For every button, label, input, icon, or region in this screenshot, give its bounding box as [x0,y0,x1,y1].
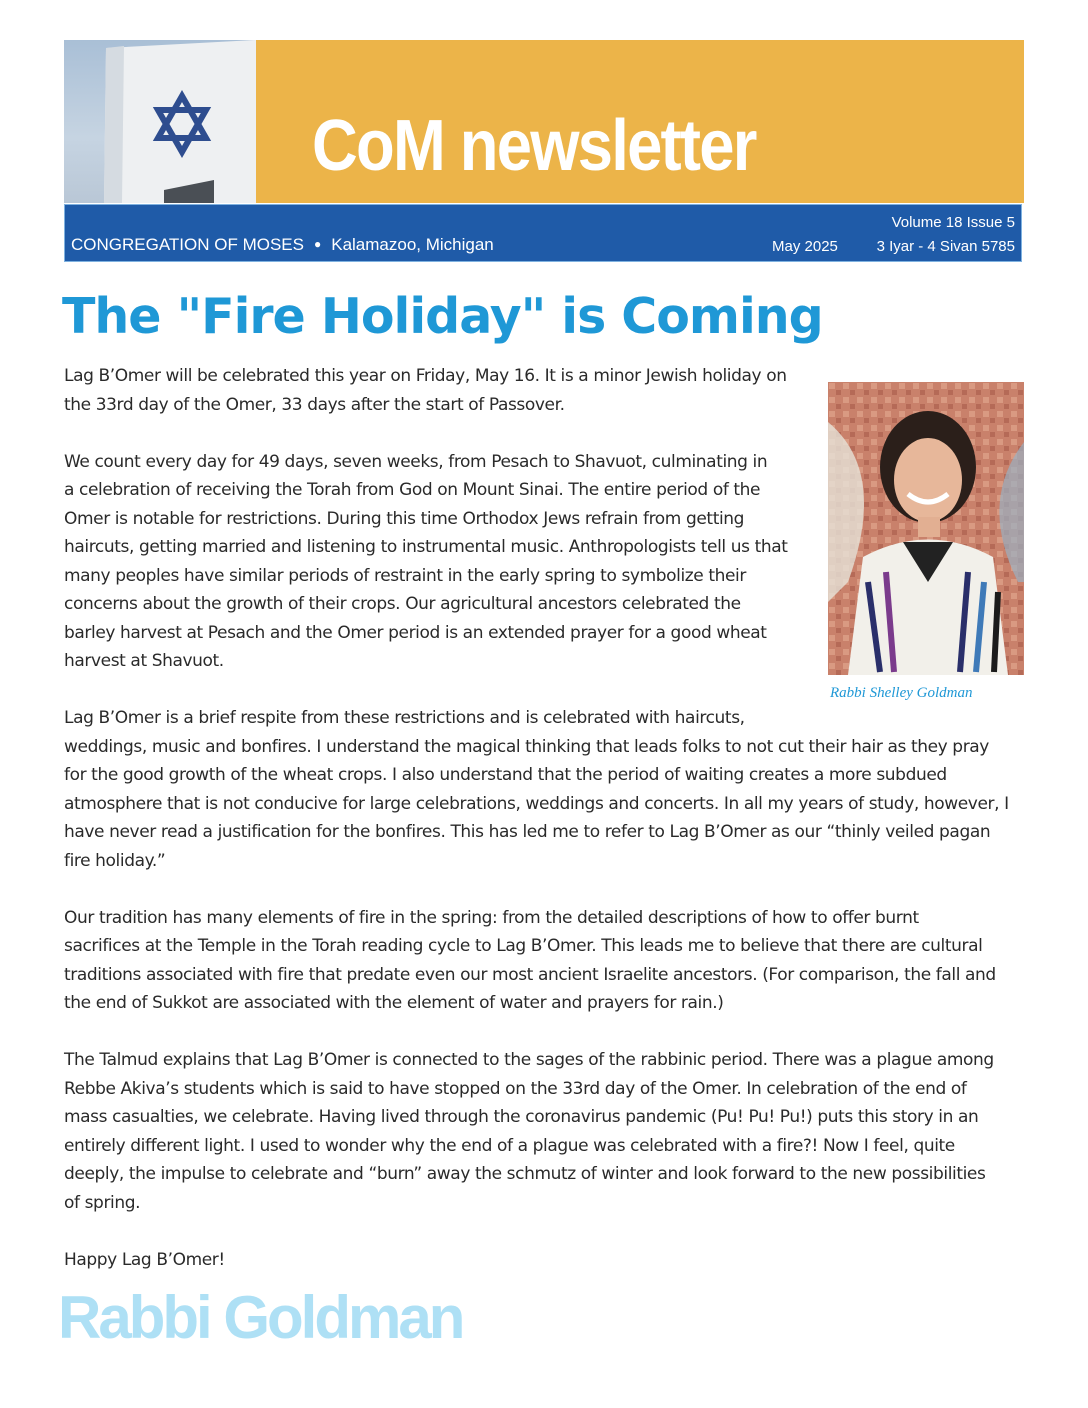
text-line: atmosphere that is not conducive for large celebrations, weddings and concerts. In all my years of study, however, I [64,793,1009,814]
synagogue-photo [64,40,256,203]
paragraph-gap [64,419,1024,448]
hebrew-date: 3 Iyar - 4 Sivan 5785 [876,238,1015,255]
text-line: Lag B’Omer will be celebrated this year on Friday, May 16. It is a minor Jewish holiday on [64,366,787,386]
article-body [64,362,1024,1274]
paragraph [64,448,1024,676]
author-signature: Rabbi Goldman [58,1284,463,1351]
text-line: We count every day for 49 days, seven weeks, from Pesach to Shavuot, culminating in [64,451,768,472]
congregation-name: CONGREGATION OF MOSES [71,235,304,254]
text-line: of spring. [64,1192,141,1213]
paragraph-gap [64,676,1024,705]
photo-caption: Rabbi Shelley Goldman [830,685,973,701]
text-line: have never read a justification for the bonfires. This has led me to refer to Lag B’Omer as our “thinly veiled pagan [64,822,991,842]
paragraph-gap [64,1018,1024,1047]
text-line: entirely different light. I used to wonder why the end of a plague was celebrated with a fire?! Now I feel, quite [64,1135,955,1156]
text-line: for the good growth of the wheat crops. I also understand that the period of waiting creates a more subdued [64,765,947,785]
masthead [64,40,1024,203]
text-line: the end of Sukkot are associated with the element of water and prayers for rain.) [64,993,724,1013]
paragraph [64,362,1024,419]
paragraph [64,904,1024,1018]
newsletter-title: CoM newsletter [312,106,756,186]
text-line: Rebbe Akiva’s students which is said to have stopped on the 33rd day of the Omer. In celebration of the end of [64,1078,967,1099]
text-line: traditions associated with fire that predate even our most ancient Israelite ancestors. (For comparison, the fall and [64,964,996,985]
text-line: haircuts, getting married and listening to instrumental music. Anthropologists tell us that [64,537,788,557]
paragraph [64,1246,1024,1275]
text-line: weddings, music and bonfires. I understand the magical thinking that leads folks to not cut their hair as they pray [64,736,989,757]
location: Kalamazoo, Michigan [331,235,494,254]
issue-info-bar [64,204,1022,262]
text-line: The Talmud explains that Lag B’Omer is connected to the sages of the rabbinic period. There was a plague among [64,1050,994,1070]
congregation-line [71,235,494,255]
text-line: sacrifices at the Temple in the Torah reading cycle to Lag B’Omer. This leads me to believe that there are cultural [64,936,983,956]
text-line: Lag B’Omer is a brief respite from these restrictions and is celebrated with haircuts, [64,708,745,728]
text-line: Our tradition has many elements of fire in the spring: from the detailed descriptions of how to offer burnt [64,907,919,928]
issue-date: May 2025 [772,238,838,255]
text-line: Happy Lag B’Omer! [64,1249,225,1270]
text-line: the 33rd day of the Omer, 33 days after the start of Passover. [64,394,565,415]
text-line: barley harvest at Pesach and the Omer period is an extended prayer for a good wheat [64,622,767,643]
separator-dot: ● [313,237,322,251]
text-line: Omer is notable for restrictions. During this time Orthodox Jews refrain from getting [64,508,745,529]
text-line: fire holiday.” [64,850,166,871]
paragraph-gap [64,875,1024,904]
title-band [256,40,1024,203]
text-line: harvest at Shavuot. [64,651,224,671]
text-line: many peoples have similar periods of restraint in the early spring to symbolize their [64,565,746,586]
paragraph [64,704,1024,875]
paragraph [64,1046,1024,1217]
text-line: mass casualties, we celebrate. Having lived through the coronavirus pandemic (Pu! Pu! Pu!) puts this story in an [64,1107,979,1127]
text-line: deeply, the impulse to celebrate and “burn” away the schmutz of winter and look forward to the new possibilities [64,1164,986,1184]
text-line: concerns about the growth of their crops. Our agricultural ancestors celebrated the [64,594,741,614]
text-line: a celebration of receiving the Torah from God on Mount Sinai. The entire period of the [64,480,761,500]
volume-issue: Volume 18 Issue 5 [891,214,1015,231]
article-headline: The "Fire Holiday" is Coming [62,288,823,345]
paragraph-gap [64,1217,1024,1246]
